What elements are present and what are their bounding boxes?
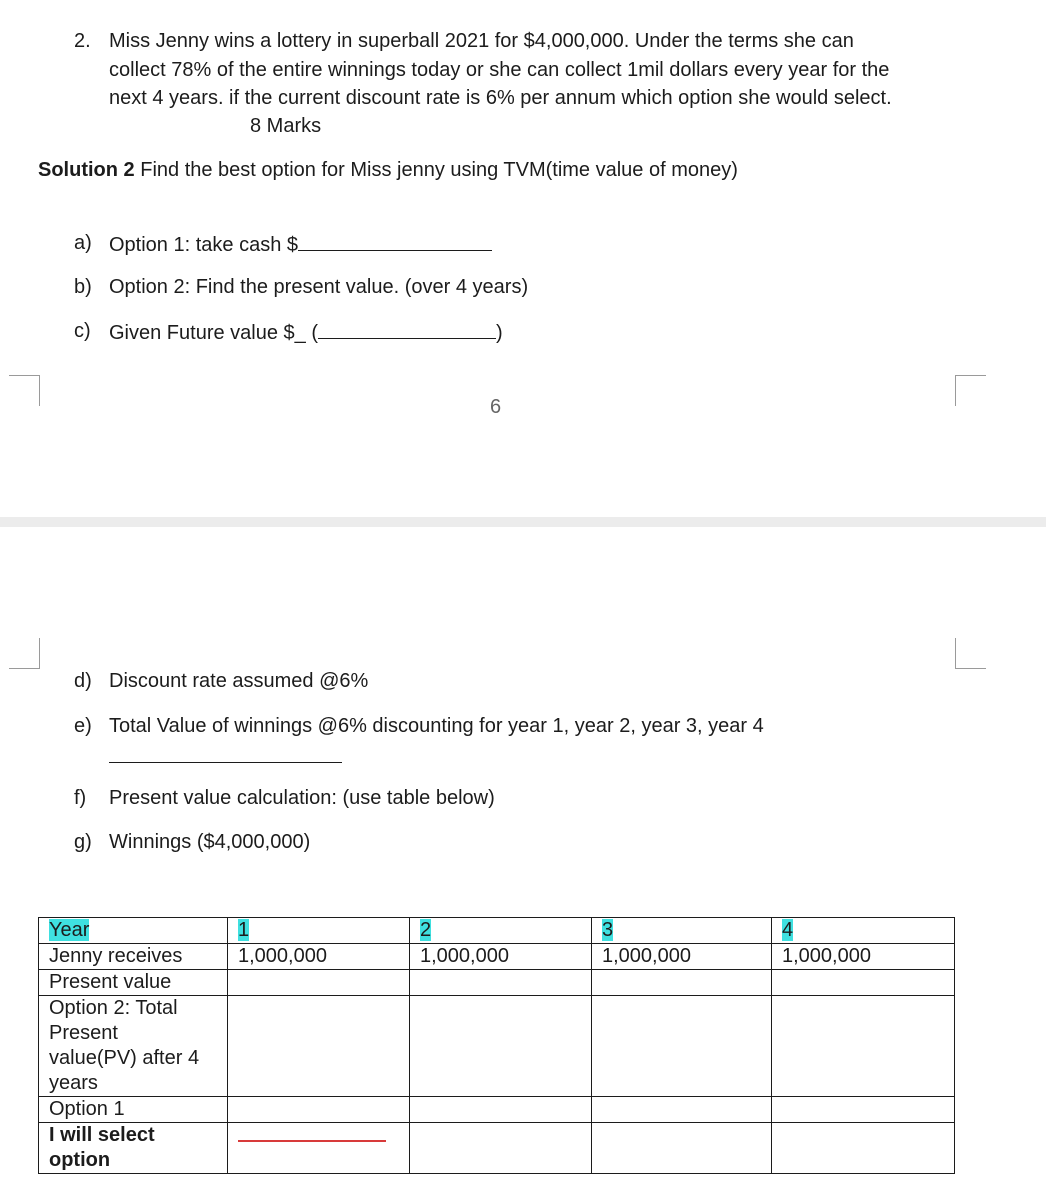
empty-cell[interactable] <box>772 996 955 1097</box>
empty-cell[interactable] <box>228 970 410 996</box>
item-e-label: e) <box>74 715 92 737</box>
empty-cell[interactable] <box>410 1097 592 1123</box>
item-c-text: Given Future value $_ ( <box>109 322 318 344</box>
item-b-label: b) <box>74 276 92 298</box>
row-label-line: Present <box>49 1022 118 1044</box>
table-row-option-1 <box>39 1097 955 1123</box>
year-cell: 2 <box>420 919 432 941</box>
item-g-text: Winnings ($4,000,000) <box>109 831 311 853</box>
row-label: Jenny receives <box>39 944 228 970</box>
row-label: I will select option <box>39 1123 228 1174</box>
table-row-year <box>39 918 955 944</box>
page-number: 6 <box>490 396 502 418</box>
empty-cell[interactable] <box>228 996 410 1097</box>
page-corner-mark <box>9 638 40 669</box>
table-cell <box>772 918 955 944</box>
year-cell: 3 <box>602 919 614 941</box>
item-a <box>109 232 492 257</box>
item-f-label: f) <box>74 787 87 809</box>
table-cell <box>592 918 772 944</box>
amount-cell: 1,000,000 <box>410 944 592 970</box>
item-g-label: g) <box>74 831 92 853</box>
row-label: Present value <box>39 970 228 996</box>
answer-cell[interactable] <box>228 1123 410 1174</box>
empty-cell[interactable] <box>592 1097 772 1123</box>
empty-cell[interactable] <box>592 1123 772 1174</box>
item-a-label: a) <box>74 232 92 254</box>
table-cell <box>410 918 592 944</box>
table-row-select <box>39 1123 955 1174</box>
page-break <box>0 517 1046 527</box>
answer-underline <box>238 1140 386 1142</box>
empty-cell[interactable] <box>410 970 592 996</box>
page-corner-mark <box>9 375 40 406</box>
empty-cell[interactable] <box>772 1123 955 1174</box>
page-corner-mark <box>955 638 986 669</box>
empty-cell[interactable] <box>592 970 772 996</box>
item-a-blank[interactable] <box>298 232 492 251</box>
row-label <box>39 996 228 1097</box>
table-row-receives <box>39 944 955 970</box>
table-row-option-2 <box>39 996 955 1097</box>
item-d-label: d) <box>74 670 92 692</box>
item-c-blank[interactable] <box>318 320 496 339</box>
item-d-text: Discount rate assumed @6% <box>109 670 369 692</box>
solution-heading <box>38 159 738 182</box>
empty-cell[interactable] <box>592 996 772 1097</box>
year-cell: 1 <box>238 919 250 941</box>
solution-label: Solution 2 <box>38 159 135 181</box>
solution-text: Find the best option for Miss jenny using TVM(time value of money) <box>134 159 738 181</box>
row-label-line: years <box>49 1072 98 1094</box>
empty-cell[interactable] <box>772 970 955 996</box>
item-e-text: Total Value of winnings @6% discounting for year 1, year 2, year 3, year 4 <box>109 715 764 737</box>
item-b-text: Option 2: Find the present value. (over 4 years) <box>109 276 529 298</box>
empty-cell[interactable] <box>410 996 592 1097</box>
row-label-line: Option 2: Total <box>49 997 178 1019</box>
amount-cell: 1,000,000 <box>772 944 955 970</box>
empty-cell[interactable] <box>228 1097 410 1123</box>
table-cell <box>228 918 410 944</box>
row-label: Option 1 <box>39 1097 228 1123</box>
item-c-label: c) <box>74 320 91 342</box>
question-number: 2. <box>74 30 91 52</box>
question-line-3: next 4 years. if the current discount rate is 6% per annum which option she would select. <box>109 87 892 109</box>
amount-cell: 1,000,000 <box>592 944 772 970</box>
empty-cell[interactable] <box>772 1097 955 1123</box>
present-value-table <box>38 917 955 1174</box>
table-cell <box>39 918 228 944</box>
year-cell: 4 <box>782 919 794 941</box>
item-c-close: ) <box>496 322 503 344</box>
item-f-text: Present value calculation: (use table below) <box>109 787 495 809</box>
item-c <box>109 320 503 345</box>
empty-cell[interactable] <box>410 1123 592 1174</box>
marks-label: 8 Marks <box>250 115 322 137</box>
year-header: Year <box>49 919 90 941</box>
question-line-2: collect 78% of the entire winnings today or she can collect 1mil dollars every year for the <box>109 59 890 81</box>
question-line-1: Miss Jenny wins a lottery in superball 2021 for $4,000,000. Under the terms she can <box>109 30 854 52</box>
item-a-text: Option 1: take cash $ <box>109 234 299 256</box>
page-corner-mark <box>955 375 986 406</box>
row-label-line: value(PV) after 4 <box>49 1047 200 1069</box>
table-row-present-value <box>39 970 955 996</box>
amount-cell: 1,000,000 <box>228 944 410 970</box>
item-e-blank[interactable] <box>109 762 342 763</box>
